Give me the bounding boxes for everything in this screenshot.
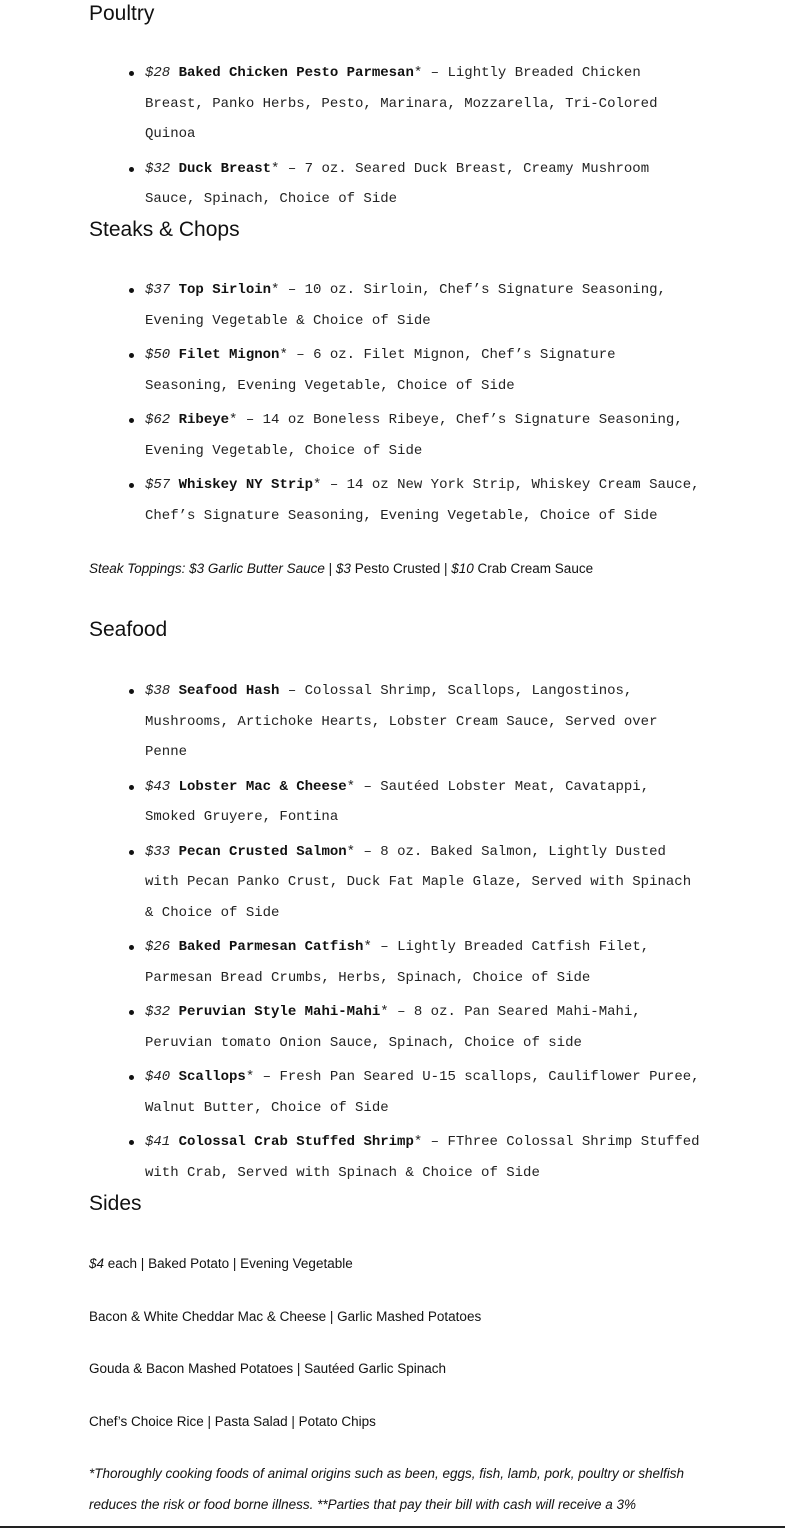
- menu-item-asterisk: *: [363, 939, 372, 955]
- menu-item-asterisk: *: [245, 1069, 255, 1085]
- menu-item: [89, 154, 701, 215]
- steaks-list: [89, 275, 701, 531]
- menu-item-price: $40: [145, 1069, 171, 1085]
- menu-item: [89, 275, 701, 336]
- menu-item-name: Top Sirloin: [178, 282, 272, 298]
- menu-item-asterisk: *: [313, 477, 322, 493]
- toppings-label: Steak Toppings: $3 Garlic Butter Sauce: [89, 561, 325, 576]
- menu-item-description: – Lightly Breaded Catfish Filet, Parmesan Bread Crumbs, Herbs, Spinach, Choice of Side: [145, 939, 650, 986]
- seafood-list-wrap: [89, 676, 701, 1192]
- menu-item-name: Lobster Mac & Cheese: [178, 778, 347, 795]
- poultry-heading: Poultry: [89, 2, 155, 25]
- toppings-price-2: $3: [335, 561, 351, 576]
- sides-line-2: Bacon & White Cheddar Mac & Cheese | Garlic Mashed Potatoes: [89, 1309, 482, 1324]
- sides-section: [89, 1190, 701, 1218]
- menu-item-price: $43: [145, 778, 171, 795]
- toppings-sep: |: [324, 561, 336, 576]
- menu-item-asterisk: *: [413, 1134, 423, 1150]
- menu-item-name: Peruvian Style Mahi-Mahi: [178, 1004, 381, 1020]
- menu-item-name: Whiskey NY Strip: [178, 477, 314, 493]
- footnote-text: *Thoroughly cooking foods of animal origins such as been, eggs, fish, lamb, pork, poultry or shelfish reduces the risk or food borne illness. **Parties that pay their bill with cash will receive a 3%: [89, 1466, 685, 1512]
- menu-item-price: $41: [145, 1134, 171, 1150]
- toppings-price-3: $10: [451, 561, 474, 576]
- poultry-list: [89, 58, 701, 215]
- menu-item: [89, 340, 701, 401]
- menu-item-description: – 6 oz. Filet Mignon, Chef’s Signature Seasoning, Evening Vegetable, Choice of Side: [145, 347, 616, 394]
- menu-item-price: $37: [145, 282, 171, 298]
- toppings-item-2: Pesto Crusted |: [350, 561, 452, 576]
- menu-item-price: $62: [145, 412, 171, 428]
- menu-item-name: Pecan Crusted Salmon: [178, 843, 347, 860]
- menu-item-asterisk: *: [346, 843, 356, 860]
- menu-item: [89, 58, 701, 150]
- menu-item-asterisk: *: [346, 778, 356, 795]
- menu-item-description: – 8 oz. Baked Salmon, Lightly Dusted with Pecan Panko Crust, Duck Fat Maple Glaze, Served with Spinach & Choice of Side: [145, 843, 692, 921]
- seafood-heading: Seafood: [89, 618, 168, 641]
- toppings-item-3: Crab Cream Sauce: [473, 561, 594, 576]
- menu-item-description: – 14 oz Boneless Ribeye, Chef’s Signature Seasoning, Evening Vegetable, Choice of Side: [145, 412, 683, 459]
- menu-item: [89, 997, 701, 1058]
- menu-item-price: $28: [145, 65, 171, 81]
- menu-item-description: – 7 oz. Seared Duck Breast, Creamy Mushroom Sauce, Spinach, Choice of Side: [145, 160, 650, 207]
- menu-item-description: – Lightly Breaded Chicken Breast, Panko Herbs, Pesto, Marinara, Mozzarella, Tri-Colored Quinoa: [145, 65, 658, 142]
- seafood-list: [89, 676, 701, 1188]
- menu-item-description: – Colossal Shrimp, Scallops, Langostinos, Mushrooms, Artichoke Hearts, Lobster Cream Sauce, Served over Penne: [145, 683, 658, 760]
- sides-line-4: Chef’s Choice Rice | Pasta Salad | Potato Chips: [89, 1414, 376, 1429]
- menu-item-description: – 14 oz New York Strip, Whiskey Cream Sauce, Chef’s Signature Seasoning, Evening Vegetable, Choice of Side: [145, 477, 700, 524]
- menu-item-description: – FThree Colossal Shrimp Stuffed with Crab, Served with Spinach & Choice of Side: [145, 1134, 700, 1181]
- menu-item: [89, 772, 701, 833]
- menu-item-price: $26: [145, 939, 171, 955]
- menu-item: [89, 405, 701, 466]
- menu-item-name: Scallops: [178, 1069, 246, 1085]
- menu-item: [89, 932, 701, 993]
- sides-line-3: Gouda & Bacon Mashed Potatoes | Sautéed Garlic Spinach: [89, 1361, 446, 1376]
- menu-item-description: – 8 oz. Pan Seared Mahi-Mahi, Peruvian tomato Onion Sauce, Spinach, Choice of side: [145, 1004, 641, 1051]
- menu-item-description: – Fresh Pan Seared U-15 scallops, Cauliflower Puree, Walnut Butter, Choice of Side: [145, 1069, 700, 1116]
- menu-item-name: Filet Mignon: [178, 347, 280, 363]
- seafood-section: [89, 616, 701, 644]
- sides-heading: Sides: [89, 1192, 142, 1215]
- menu-item-description: – 10 oz. Sirloin, Chef’s Signature Seasoning, Evening Vegetable & Choice of Side: [145, 282, 666, 329]
- menu-item: [89, 470, 701, 531]
- menu-item-asterisk: *: [413, 65, 423, 81]
- bottom-divider: [0, 1526, 785, 1528]
- poultry-section: [89, 0, 701, 28]
- menu-item-description: – Sautéed Lobster Meat, Cavatappi, Smoked Gruyere, Fontina: [145, 778, 650, 825]
- menu-item-name: Duck Breast: [178, 160, 272, 177]
- menu-item-price: $33: [145, 843, 171, 860]
- menu-item: [89, 1062, 701, 1123]
- menu-item-price: $32: [145, 160, 171, 177]
- poultry-list-wrap: [89, 58, 701, 219]
- menu-item-name: Baked Parmesan Catfish: [178, 939, 364, 955]
- menu-item-asterisk: *: [271, 160, 280, 177]
- sides-price: $4: [89, 1256, 105, 1271]
- menu-item-name: Seafood Hash: [178, 683, 280, 699]
- menu-item-asterisk: *: [380, 1004, 389, 1020]
- menu-item-price: $32: [145, 1004, 171, 1020]
- menu-item-price: $38: [145, 683, 171, 699]
- menu-item: [89, 676, 701, 768]
- menu-item-asterisk: *: [229, 412, 238, 428]
- steaks-section: [89, 216, 701, 244]
- menu-item-name: Ribeye: [178, 412, 230, 428]
- sides-line-1: [89, 1249, 701, 1280]
- menu-item: [89, 837, 701, 929]
- menu-item-name: Baked Chicken Pesto Parmesan: [178, 65, 414, 81]
- steak-toppings: [89, 554, 701, 585]
- menu-item-asterisk: *: [279, 347, 288, 363]
- steaks-list-wrap: [89, 275, 701, 535]
- menu-item: [89, 1127, 701, 1188]
- menu-item-name: Colossal Crab Stuffed Shrimp: [178, 1134, 414, 1150]
- menu-item-price: $50: [145, 347, 171, 363]
- footnote: [89, 1459, 709, 1520]
- menu-item-asterisk: *: [271, 282, 280, 298]
- sides-line-1-text: each | Baked Potato | Evening Vegetable: [104, 1256, 353, 1271]
- steaks-heading: Steaks & Chops: [89, 218, 240, 241]
- menu-item-price: $57: [145, 477, 171, 493]
